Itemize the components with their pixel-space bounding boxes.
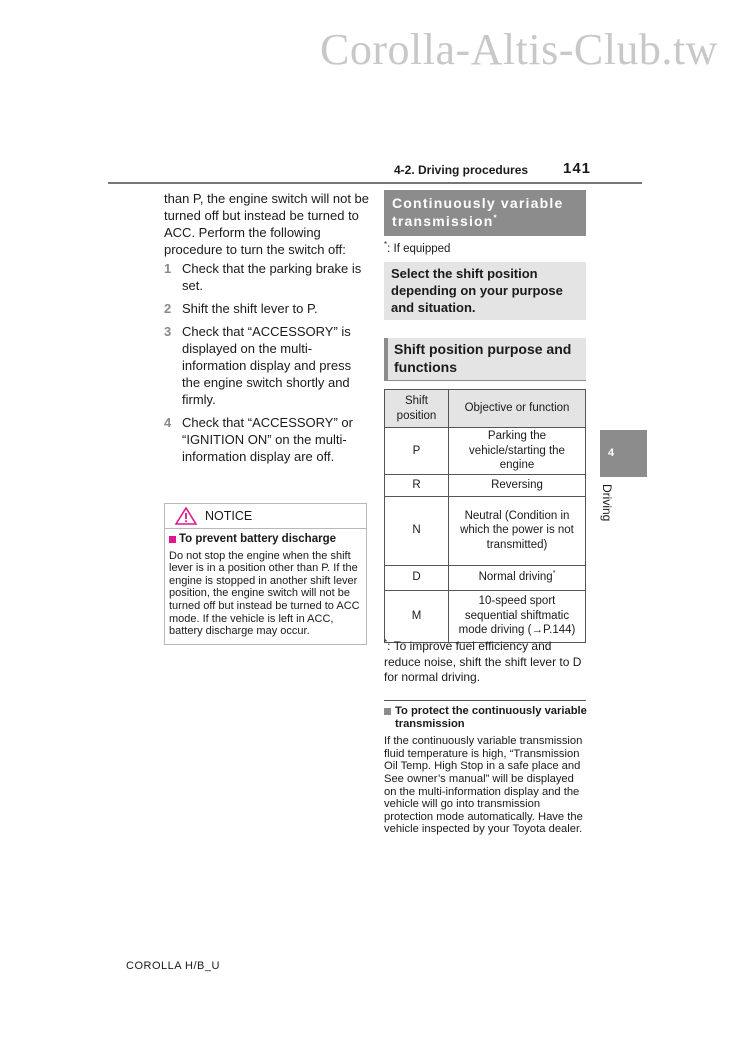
notice-box — [164, 503, 367, 645]
step-item — [164, 323, 370, 408]
header-rule — [108, 182, 642, 184]
column-header: Shift position — [385, 390, 449, 428]
table-row — [385, 590, 586, 642]
notice-body — [165, 529, 366, 644]
table-row — [385, 565, 586, 590]
step-number: 3 — [164, 324, 172, 339]
if-equipped-text: : If equipped — [387, 243, 451, 255]
shift-position-cell: N — [385, 496, 449, 565]
step-text: Check that “ACCESSORY” is displayed on the multi-information display and press the engine switch shortly and firmly. — [182, 324, 352, 407]
step-number: 4 — [164, 415, 172, 430]
square-bullet-icon — [384, 708, 391, 715]
protect-title-text: To protect the continuously variable transmission — [395, 705, 587, 730]
chapter-label-text: Driving — [600, 484, 614, 522]
step-item — [164, 300, 370, 317]
step-number: 2 — [164, 301, 172, 316]
footnote-mark: * — [552, 570, 556, 578]
divider — [384, 700, 586, 701]
procedure-steps — [164, 260, 370, 465]
footnote-mark: * — [493, 213, 498, 223]
footnote-mark: * — [384, 638, 388, 647]
step-text: Check that the parking brake is set. — [182, 261, 362, 293]
protect-body: If the continuously variable transmission fluid temperature is high, “Transmission Oil Temp. High Stop in a safe place and See owner’s manual” will be displayed on the multi-information display and the vehicle will go into transmission protection mode automatically. Have the vehicle inspected by your Toyota dealer. — [384, 735, 583, 836]
function-cell: Neutral (Condition in which the power is not transmitted) — [449, 496, 586, 565]
chapter-label — [596, 484, 616, 534]
notice-title-text: To prevent battery discharge — [179, 533, 336, 545]
function-cell: Parking the vehicle/starting the engine — [449, 428, 586, 475]
protect-cvt-section — [384, 705, 589, 836]
shift-position-cell: D — [385, 565, 449, 590]
step-number: 1 — [164, 261, 172, 276]
page-number: 141 — [563, 160, 592, 177]
cvt-heading — [384, 190, 586, 236]
if-equipped-note — [384, 240, 451, 255]
shift-position-cell: R — [385, 474, 449, 496]
section-label: 4-2. Driving procedures — [394, 163, 529, 177]
function-cell: 10-speed sport sequential shiftmatic mode driving (→P.144) — [449, 590, 586, 642]
table-header-row — [385, 390, 586, 428]
notice-label: NOTICE — [205, 509, 253, 523]
step-item — [164, 260, 370, 294]
footnote-text: : To improve fuel efficiency and reduce noise, shift the shift lever to D for normal driving. — [384, 639, 582, 684]
function-cell: Reversing — [449, 474, 586, 496]
notice-header — [165, 504, 366, 529]
function-cell — [449, 565, 586, 590]
step-item — [164, 414, 370, 465]
table-row — [385, 428, 586, 475]
step-text: Shift the shift lever to P. — [182, 301, 318, 316]
chapter-tab: 4 — [600, 430, 647, 477]
step-text: Check that “ACCESSORY” or “IGNITION ON” on the multi-information display are off. — [182, 415, 353, 464]
left-column — [164, 190, 370, 471]
footer-code: COROLLA H/B_U — [126, 960, 220, 972]
warning-icon — [175, 507, 197, 525]
watermark: Corolla-Altis-Club.tw — [320, 25, 718, 74]
table-row — [385, 474, 586, 496]
shift-purpose-heading: Shift position purpose and functions — [384, 338, 586, 381]
select-shift-box: Select the shift position depending on your purpose and situation. — [384, 262, 586, 320]
column-header: Objective or function — [449, 390, 586, 428]
square-bullet-icon — [169, 536, 176, 543]
table-footnote — [384, 639, 589, 686]
shift-position-table — [384, 389, 586, 643]
protect-title — [384, 705, 589, 730]
notice-text: Do not stop the engine when the shift lever is in a position other than P. If the engine is stopped in another shift lever position, the engine switch will not be turned off but instead be turned to ACC mode. If the vehicle is left in ACC, battery discharge may occur. — [169, 549, 360, 638]
shift-position-cell: P — [385, 428, 449, 475]
table-row — [385, 496, 586, 565]
cvt-heading-text: Continuously variable transmission — [392, 195, 564, 229]
function-text: Normal driving — [478, 571, 553, 584]
intro-paragraph: than P, the engine switch will not be turned off but instead be turned to ACC. Perform the following procedure to turn the switch off: — [164, 191, 370, 257]
notice-title — [169, 533, 362, 546]
shift-position-cell: M — [385, 590, 449, 642]
footnote-mark: * — [384, 240, 388, 250]
